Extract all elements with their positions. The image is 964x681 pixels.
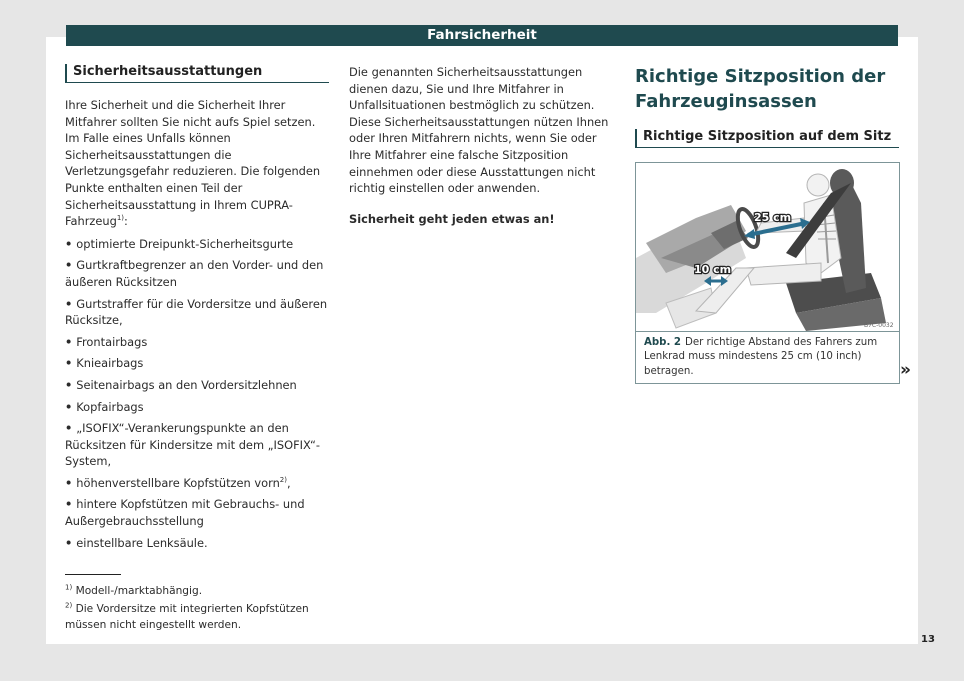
figure-caption bbox=[636, 331, 899, 383]
list-item: • Knieairbags bbox=[65, 356, 144, 371]
distance-label-10cm: 10 cm bbox=[694, 263, 732, 276]
page-number: 13 bbox=[921, 634, 935, 645]
chapter-heading: Richtige Sitzposition der Fahrzeuginsassen bbox=[635, 66, 886, 112]
intro-paragraph: Ihre Sicherheit und die Sicherheit Ihrer Mitfahrer sollten Sie nicht aufs Spiel setzen. Im Falle eines Unfalls können Sicherheitsausstattungen die Verletzungsgefahr reduzieren. Die folgenden Punkte enthalten einen Teil der Sicherheitsausstattung in Ihrem CUPRA-Fahrzeug$^{1)}$: bbox=[65, 98, 321, 229]
section-header-title: Fahrsicherheit bbox=[427, 27, 537, 43]
footnote-ref-2: 2) bbox=[279, 476, 287, 485]
footnote-2: $^{2)}$ Die Vordersitze mit integrierten Kopfstützen müssen nicht eingestellt werden. bbox=[65, 601, 309, 631]
left-column bbox=[65, 64, 329, 551]
list-item: • Gurtkraftbegrenzer an den Vorder- und den äußeren Rücksitzen bbox=[65, 258, 324, 289]
figure-label: Abb. 2 bbox=[644, 337, 681, 348]
list-item: • höhenverstellbare Kopfstützen vorn$^{2)}$, bbox=[65, 475, 291, 490]
list-item: • Seitenairbags an den Vordersitzlehnen bbox=[65, 377, 297, 392]
list-item: • optimierte Dreipunkt-Sicherheitsgurte bbox=[65, 236, 294, 251]
list-item: • Kopfairbags bbox=[65, 399, 144, 414]
section-header-bar bbox=[66, 25, 898, 46]
footnote-1: $^{1)}$ Modell-/marktabhängig. bbox=[65, 583, 203, 597]
list-item: • Gurtstraffer für die Vordersitze und äußeren Rücksitze, bbox=[65, 296, 328, 328]
list-item: • „ISOFIX“-Verankerungspunkte an den Rücksitzen für Kindersitze mit dem „ISOFIX“-System, bbox=[65, 421, 320, 469]
footnote-ref-1: 1) bbox=[116, 214, 125, 223]
safety-slogan: Sicherheit geht jeden etwas an! bbox=[349, 211, 555, 226]
subsection-title-seat-position: Richtige Sitzposition auf dem Sitz bbox=[635, 129, 899, 148]
safety-paragraph: Die genannten Sicherheitsausstattungen dienen dazu, Sie und Ihre Mitfahrer in Unfallsituationen bestmöglich zu schützen. Diese Sicherheitsausstattungen nützen Ihnen oder Ihren Mitfahrern nichts, wenn Sie oder Ihre Mitfahrer eine falsche Sitzposition einnehmen oder diese Ausstattungen nicht richtig einstellen oder anwenden. bbox=[349, 65, 609, 196]
footnotes bbox=[65, 584, 329, 636]
list-item: • hintere Kopfstützen mit Gebrauchs- und Außergebrauchsstellung bbox=[65, 497, 305, 529]
footnote-divider bbox=[65, 574, 121, 575]
figure-code: B7C-0032 bbox=[864, 322, 894, 329]
list-item: • Frontairbags bbox=[65, 334, 148, 349]
figure-caption-text: Der richtige Abstand des Fahrers zum Lenkrad muss mindestens 25 cm (10 inch) betragen. bbox=[644, 337, 878, 377]
section-title-safety-equipment: Sicherheitsausstattungen bbox=[65, 64, 329, 83]
right-column bbox=[635, 64, 899, 384]
distance-label-25cm: 25 cm bbox=[754, 211, 792, 224]
middle-column bbox=[349, 64, 614, 227]
list-item: • einstellbare Lenksäule. bbox=[65, 535, 208, 550]
figure-seat-position bbox=[635, 162, 900, 384]
safety-equipment-list bbox=[65, 236, 329, 552]
continue-arrow-icon: » bbox=[900, 360, 911, 380]
driver-seat-illustration bbox=[636, 163, 899, 331]
